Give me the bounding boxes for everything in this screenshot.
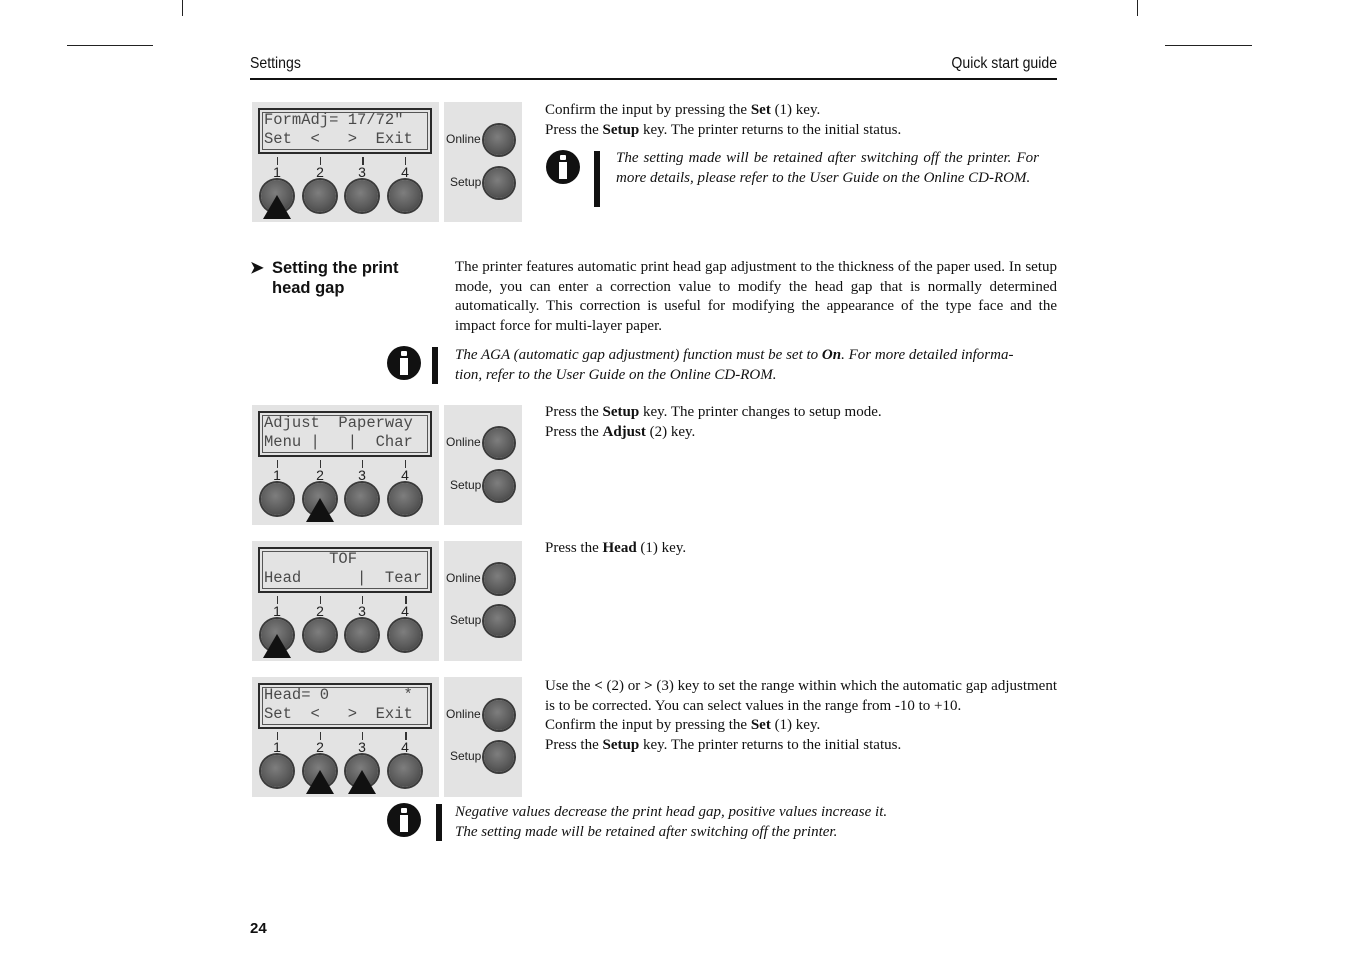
key-3-button[interactable]	[346, 619, 378, 651]
setup-label: Setup	[450, 478, 482, 492]
side-keys	[444, 102, 522, 222]
online-label: Online	[446, 707, 481, 721]
note-bar	[436, 804, 442, 841]
press-arrow-icon	[263, 195, 291, 219]
lcd-line-2: Head | Tear	[264, 569, 423, 587]
key-number: 1	[273, 603, 281, 619]
key-2-button[interactable]	[304, 619, 336, 651]
section-heading: ➤ Setting the print head gap	[250, 259, 399, 297]
key-4-button[interactable]	[389, 619, 421, 651]
crop-mark	[1165, 45, 1252, 46]
key-1-button[interactable]	[261, 755, 293, 787]
key-number: 4	[401, 164, 409, 180]
key-number: 4	[401, 603, 409, 619]
online-button[interactable]	[484, 700, 514, 730]
note-text: The AGA (automatic gap adjustment) function must be set to On. For more detailed informa- tion, refer to the User Guide on the Online CD-ROM.	[455, 347, 1014, 383]
side-keys	[444, 405, 522, 525]
chevron-right-icon: ➤	[250, 259, 264, 277]
info-icon	[546, 150, 580, 184]
lcd-line-2: Set < > Exit	[264, 130, 413, 148]
header-section: Settings	[250, 55, 301, 72]
side-keys	[444, 541, 522, 661]
press-arrow-icon	[348, 770, 376, 794]
instruction-block: Use the < (2) or > (3) key to set the range within which the automatic gap adjustment is to be corrected. You can select values in the range from -10 to +10. Confirm the input by pressing the Set (1) key. Press the Setup key. The printer returns to the initial status.	[545, 678, 1057, 753]
setup-button[interactable]	[484, 471, 514, 501]
info-icon	[387, 803, 421, 837]
info-icon	[387, 346, 421, 380]
header-rule	[250, 78, 1057, 80]
control-panel	[252, 102, 522, 222]
key-2-button[interactable]	[304, 180, 336, 212]
side-keys	[444, 677, 522, 797]
lcd-display	[258, 683, 432, 729]
online-button[interactable]	[484, 125, 514, 155]
press-arrow-icon	[306, 498, 334, 522]
lcd-display	[258, 108, 432, 154]
setup-label: Setup	[450, 749, 482, 763]
press-arrow-icon	[263, 634, 291, 658]
key-number: 3	[358, 467, 366, 483]
lcd-line-1: Head= 0 *	[264, 686, 413, 704]
key-number: 4	[401, 467, 409, 483]
setup-label: Setup	[450, 613, 482, 627]
key-number: 2	[316, 467, 324, 483]
key-number: 1	[273, 467, 281, 483]
key-number: 2	[316, 739, 324, 755]
page-number: 24	[250, 920, 267, 937]
key-number: 2	[316, 603, 324, 619]
lcd-display	[258, 411, 432, 457]
press-arrow-icon	[306, 770, 334, 794]
crop-mark	[182, 0, 183, 16]
note-text: Negative values decrease the print head gap, positive values increase it. The setting made will be retained after switching off the printer.	[455, 804, 888, 840]
lcd-line-2: Menu | | Char	[264, 433, 413, 451]
key-number: 1	[273, 739, 281, 755]
lcd-line-2: Set < > Exit	[264, 705, 413, 723]
keypad-area	[252, 405, 439, 525]
control-panel	[252, 405, 522, 525]
key-number: 3	[358, 739, 366, 755]
lcd-line-1: Adjust Paperway	[264, 414, 413, 432]
lcd-display	[258, 547, 432, 593]
instruction-block: Press the Setup key. The printer changes to setup mode. Press the Adjust (2) key.	[545, 404, 882, 440]
keypad-area	[252, 102, 439, 222]
control-panel	[252, 541, 522, 661]
setup-button[interactable]	[484, 606, 514, 636]
setup-button[interactable]	[484, 168, 514, 198]
online-label: Online	[446, 435, 481, 449]
instruction-block: Confirm the input by pressing the Set (1) key. Press the Setup key. The printer returns to the initial status.	[545, 102, 902, 138]
key-number: 4	[401, 739, 409, 755]
key-4-button[interactable]	[389, 483, 421, 515]
online-label: Online	[446, 132, 481, 146]
key-number: 2	[316, 164, 324, 180]
setup-button[interactable]	[484, 742, 514, 772]
online-button[interactable]	[484, 428, 514, 458]
note-bar	[594, 151, 600, 207]
setup-label: Setup	[450, 175, 482, 189]
online-label: Online	[446, 571, 481, 585]
key-4-button[interactable]	[389, 755, 421, 787]
section-intro: The printer features automatic print head gap adjustment to the thickness of the paper used. In setup mode, you can enter a correction value to modify the head gap that is normally determined automatically. This correction is useful for modifying the appearance of the type face and the impact force for multi-layer paper.	[455, 259, 1057, 334]
key-3-button[interactable]	[346, 180, 378, 212]
note-bar	[432, 347, 438, 384]
crop-mark	[67, 45, 153, 46]
instruction-block: Press the Head (1) key.	[545, 540, 687, 556]
header-guide-title: Quick start guide	[951, 55, 1057, 72]
control-panel	[252, 677, 522, 797]
key-number: 1	[273, 164, 281, 180]
lcd-line-1: TOF	[264, 550, 358, 568]
lcd-line-1: FormAdj= 17/72"	[264, 111, 404, 129]
key-4-button[interactable]	[389, 180, 421, 212]
note-text: The setting made will be retained after switching off the printer. For more details, please refer to the User Guide on the Online CD-ROM.	[616, 150, 1039, 186]
online-button[interactable]	[484, 564, 514, 594]
keypad-area	[252, 677, 439, 797]
crop-mark	[1137, 0, 1138, 16]
keypad-area	[252, 541, 439, 661]
key-3-button[interactable]	[346, 483, 378, 515]
key-1-button[interactable]	[261, 483, 293, 515]
key-number: 3	[358, 603, 366, 619]
key-number: 3	[358, 164, 366, 180]
